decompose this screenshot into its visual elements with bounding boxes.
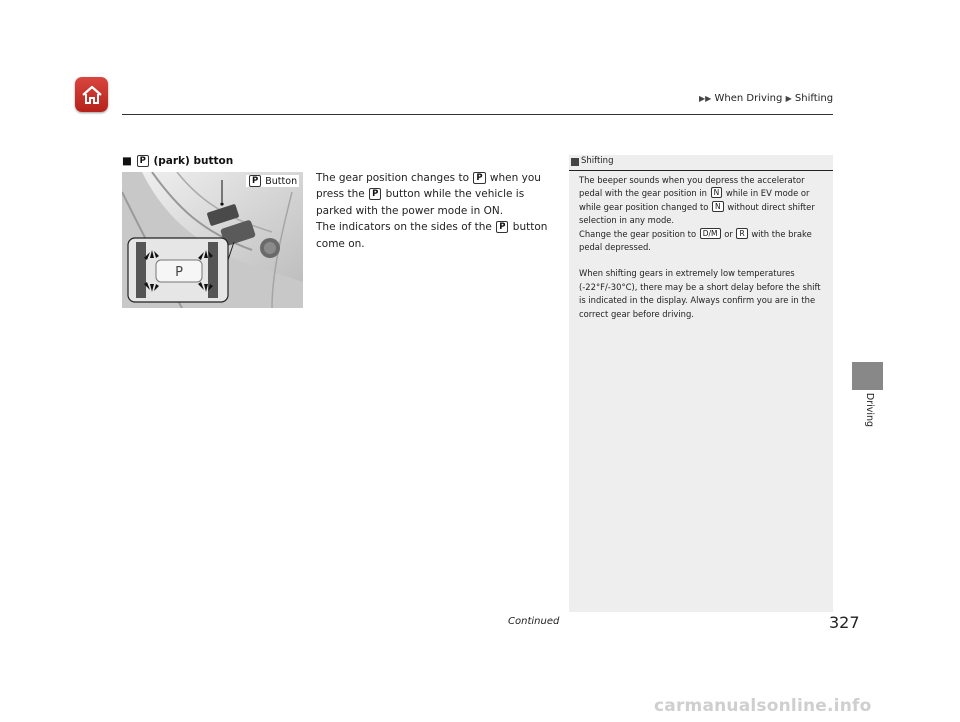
home-icon (81, 85, 103, 105)
header-rule (122, 114, 833, 115)
breadcrumb (699, 93, 833, 104)
section-title (122, 155, 233, 167)
figure-callout-label (246, 175, 299, 187)
chapter-label: Driving (864, 392, 875, 428)
figure-callout-text: Button (265, 176, 298, 187)
bullet-square-icon: ■ (122, 155, 132, 167)
key-n: N (712, 201, 724, 212)
key-p: P (473, 172, 485, 184)
key-r: R (736, 228, 747, 239)
page-number: 327 (829, 613, 860, 632)
breadcrumb-arrow-icon: ▶▶ (699, 94, 712, 103)
key-p: P (249, 175, 261, 187)
text-run: without direct shifter selection in any mode. (579, 201, 815, 226)
text-run: or (721, 228, 736, 239)
key-p: P (496, 221, 508, 233)
note-header (569, 155, 833, 171)
text-run: Change the gear position to (579, 228, 699, 239)
key-p: P (369, 188, 381, 200)
text-run: while in EV mode or while gear position changed to (579, 188, 810, 212)
key-dm: D/M (700, 228, 721, 239)
park-button-illustration (122, 172, 303, 308)
text-run: when you press the (316, 172, 541, 201)
continued-label: Continued (508, 616, 560, 627)
note-paragraph (579, 228, 827, 255)
paragraph (316, 170, 561, 219)
text-run: button come on. (316, 221, 548, 250)
breadcrumb-arrow-icon: ▶ (785, 94, 792, 103)
note-marker-icon (571, 158, 579, 166)
body-text (316, 170, 561, 252)
breadcrumb-item[interactable]: Shifting (794, 93, 834, 104)
note-text (579, 174, 827, 321)
note-paragraph: When shifting gears in extremely low temperatures (-22°F/-30°C), there may be a short delay before the shift is indicated in the display. Always confirm you are in the correct gear before driving. (579, 268, 821, 319)
text-run: The beeper sounds when you depress the accelerator pedal with the gear position in (579, 175, 805, 199)
note-paragraph (579, 174, 827, 228)
paragraph (316, 219, 561, 252)
inset-p-letter: P (175, 265, 183, 280)
note-box (569, 155, 833, 612)
note-title[interactable]: Shifting (581, 156, 614, 166)
text-run: with the brake pedal depressed. (579, 228, 812, 253)
text-run: The indicators on the sides of the (316, 221, 496, 234)
key-p: P (137, 155, 149, 167)
watermark: carmanualsonline.info (654, 696, 872, 716)
section-title-text: (park) button (153, 155, 234, 167)
text-run: The gear position changes to (316, 172, 473, 184)
key-n: N (711, 187, 723, 198)
breadcrumb-item[interactable]: When Driving (714, 93, 783, 104)
text-run: button while the vehicle is parked with the power mode in ON. (316, 188, 525, 217)
home-button[interactable] (75, 77, 108, 112)
